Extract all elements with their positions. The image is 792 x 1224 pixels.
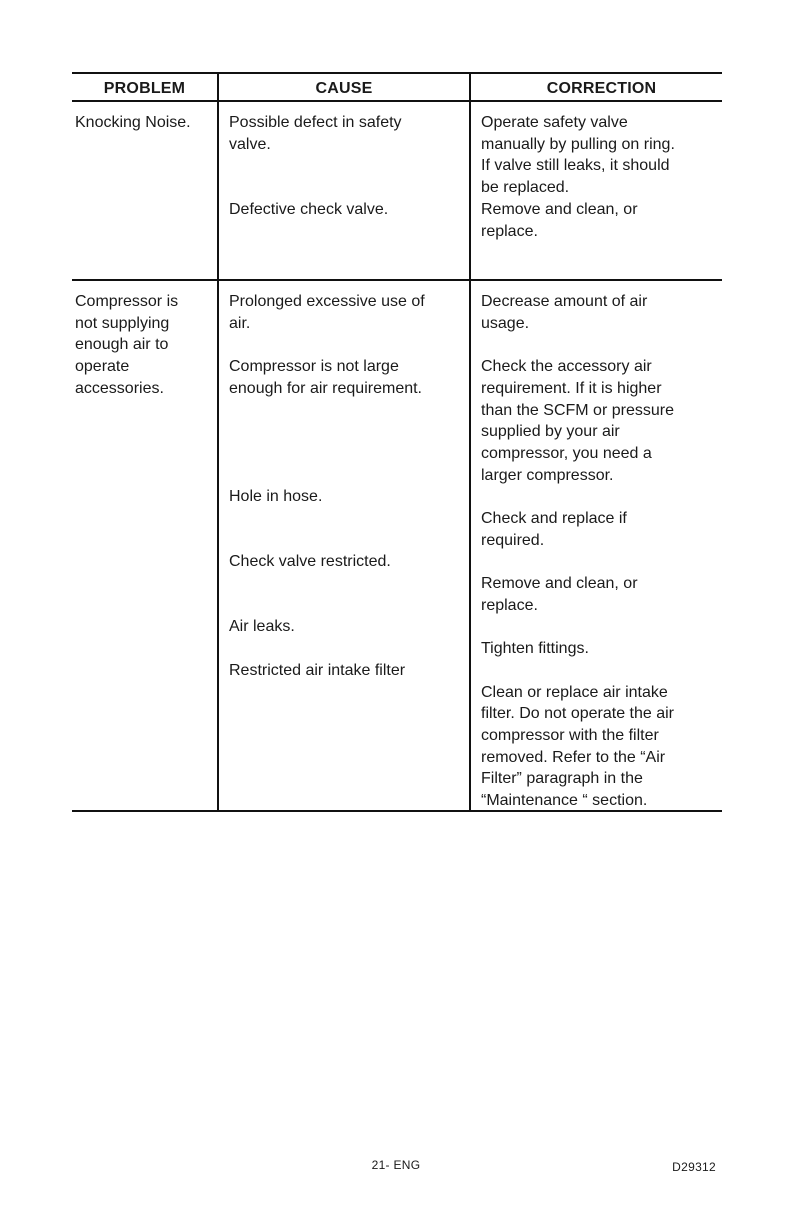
correction-text: filter. Do not operate the air: [481, 705, 674, 723]
correction-cell: [469, 281, 722, 810]
correction-text: compressor with the filter: [481, 726, 659, 744]
table-row-group: [72, 281, 722, 812]
page-number: 21- ENG: [371, 1158, 421, 1172]
correction-text: Remove and clean, or: [481, 200, 638, 218]
table-header-row: [72, 72, 722, 102]
problem-text: operate: [75, 358, 130, 376]
correction-text: Operate safety valve: [481, 114, 628, 131]
correction-text: usage.: [481, 314, 530, 332]
problem-text: enough air to: [75, 336, 169, 354]
correction-text: Tighten fittings.: [481, 640, 589, 658]
correction-text: Clean or replace air intake: [481, 683, 668, 701]
cause-text: Possible defect in safety: [229, 114, 402, 131]
correction-cell: [469, 102, 722, 279]
cause-cell: [217, 102, 469, 279]
cause-text: Restricted air intake filter: [229, 661, 406, 679]
document-code: D29312: [672, 1160, 716, 1174]
cause-text: Defective check valve.: [229, 200, 389, 218]
problem-text: accessories.: [75, 379, 164, 397]
correction-text: Decrease amount of air: [481, 293, 648, 310]
problem-text: Knocking Noise.: [75, 114, 191, 131]
correction-text: Filter” paragraph in the: [481, 770, 643, 788]
problem-cell: [72, 102, 217, 279]
correction-text: supplied by your air: [481, 423, 620, 441]
correction-text: manually by pulling on ring.: [481, 135, 675, 153]
correction-text: Check and replace if: [481, 510, 627, 527]
cause-text: Prolonged excessive use of: [229, 293, 425, 310]
header-problem: PROBLEM: [103, 80, 186, 97]
correction-text: replace.: [481, 222, 538, 240]
cause-text: valve.: [229, 135, 271, 153]
table-row-group: [72, 102, 722, 281]
correction-text: “Maintenance “ section.: [481, 792, 648, 810]
cause-text: Compressor is not large: [229, 358, 399, 376]
correction-text: Remove and clean, or: [481, 575, 638, 593]
correction-text: requirement. If it is higher: [481, 379, 662, 397]
correction-text: required.: [481, 531, 545, 549]
correction-text: Check the accessory air: [481, 358, 652, 376]
correction-text: removed. Refer to the “Air: [481, 748, 666, 766]
correction-text: If valve still leaks, it should: [481, 157, 670, 175]
correction-text: than the SCFM or pressure: [481, 401, 674, 419]
troubleshooting-table: [72, 72, 722, 812]
cause-text: air.: [229, 314, 251, 332]
correction-text: larger compressor.: [481, 466, 614, 484]
cause-text: enough for air requirement.: [229, 379, 422, 397]
correction-text: compressor, you need a: [481, 444, 652, 462]
cause-text: Air leaks.: [229, 618, 295, 636]
problem-text: not supplying: [75, 314, 170, 332]
cause-text: Check valve restricted.: [229, 553, 391, 571]
cause-cell: [217, 281, 469, 810]
correction-text: replace.: [481, 596, 538, 614]
header-correction: CORRECTION: [469, 74, 722, 100]
problem-cell: [72, 281, 217, 810]
cause-text: Hole in hose.: [229, 488, 323, 506]
problem-text: Compressor is: [75, 293, 179, 310]
correction-text: be replaced.: [481, 179, 570, 197]
header-cause: CAUSE: [217, 74, 469, 100]
